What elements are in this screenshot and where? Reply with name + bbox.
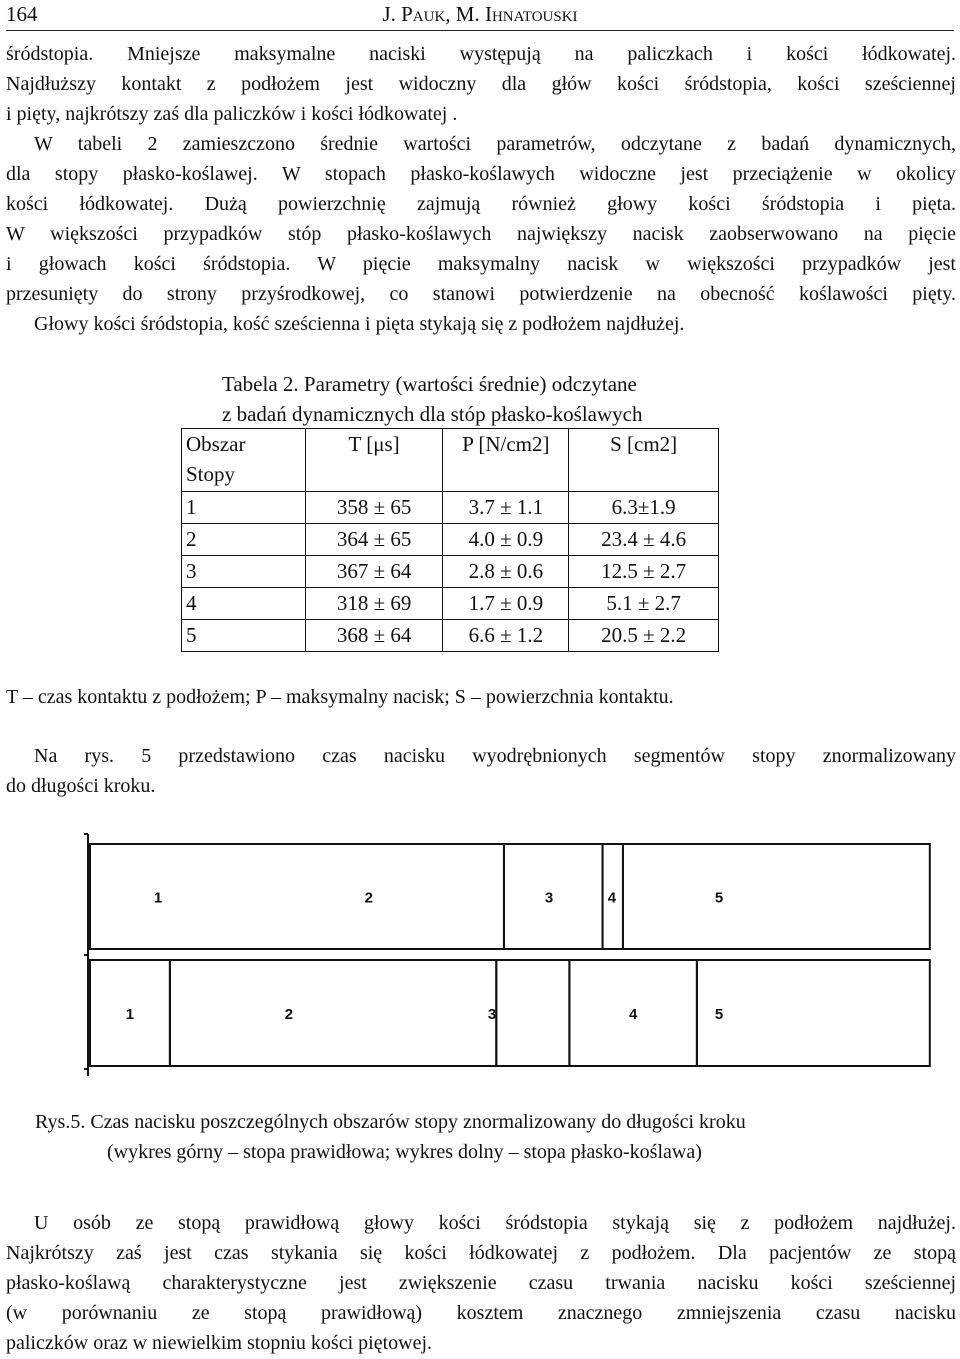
table-cell-t: 358 ± 65: [305, 492, 443, 524]
table-header-row: [182, 429, 719, 492]
table-legend-note: [6, 682, 956, 712]
running-title: J. Pauk, M. Ihnatouski: [382, 2, 578, 26]
paragraph-1-line: i głowach kości śródstopia. W pięcie maksymalny nacisk w większości przypadków jest: [6, 253, 956, 275]
table-caption-line: z badań dynamicznych dla stóp płasko-koślawych: [222, 402, 643, 426]
table-header-p: P [N/cm2]: [443, 429, 569, 492]
paragraph-1-line: Głowy kości śródstopia, kość sześcienna i pięta stykają się z podłożem najdłużej.: [34, 313, 685, 335]
segment-label-4: 4: [628, 1006, 638, 1023]
table-cell-s: 6.3±1.9: [569, 492, 719, 524]
table-cell-s: 5.1 ± 2.7: [569, 588, 719, 620]
table-cell-t: 368 ± 64: [305, 620, 443, 652]
segment-label-3: 3: [544, 889, 554, 907]
contact-time-chart: [80, 828, 960, 1080]
paragraph-1-line: kości łódkowatej. Dużą powierzchnię zajmują również głowy kości śródstopia i pięta.: [6, 193, 956, 215]
table-cell-t: 364 ± 65: [305, 524, 443, 556]
table-cell-area: 5: [182, 620, 306, 652]
table-caption-line: Tabela 2. Parametry (wartości średnie) odczytane: [222, 372, 637, 396]
table-cell-area: 2: [182, 524, 306, 556]
table-cell-area: 1: [182, 492, 306, 524]
table-cell-s: 12.5 ± 2.7: [569, 556, 719, 588]
paragraph-3-line: płasko-koślawą charakterystyczne jest zwiększenie czasu trwania nacisku kości sześciennej: [6, 1272, 956, 1294]
table-cell-area: 4: [182, 588, 306, 620]
segment-bar-2: [170, 960, 496, 1066]
segment-label-2: 2: [364, 889, 373, 907]
parameters-table: [181, 428, 719, 652]
table-cell-s: 20.5 ± 2.2: [569, 620, 719, 652]
contact-time-chart-svg: [80, 828, 960, 1080]
paragraph-2-line: do długości kroku.: [6, 775, 156, 797]
segment-label-2: 2: [284, 1006, 294, 1023]
table-cell-s: 23.4 ± 4.6: [569, 524, 719, 556]
segment-bar-5: [623, 844, 930, 949]
table-cell-p: 3.7 ± 1.1: [443, 492, 569, 524]
table-legend-note-line: T – czas kontaktu z podłożem; P – maksymalny nacisk; S – powierzchnia kontaktu.: [6, 686, 674, 708]
table-row: [182, 620, 719, 652]
table-cell-p: 2.8 ± 0.6: [443, 556, 569, 588]
segment-label-5: 5: [714, 1006, 724, 1023]
table-cell-p: 4.0 ± 0.9: [443, 524, 569, 556]
figure-caption-line: Rys.5. Czas nacisku poszczególnych obszarów stopy znormalizowany do długości kroku: [35, 1111, 746, 1133]
paragraph-1-line: przesunięty do strony przyśrodkowej, co stanowi potwierdzenie na obecność koślawości pięty.: [6, 283, 956, 305]
paragraph-2: [6, 741, 956, 801]
table-row: [182, 556, 719, 588]
figure-caption: [35, 1107, 746, 1167]
table-caption: [222, 369, 642, 429]
table-cell-t: 367 ± 64: [305, 556, 443, 588]
table-row: [182, 492, 719, 524]
paragraph-1-line: W większości przypadków stóp płasko-koślawych największy nacisk zaobserwowano na pięcie: [6, 223, 956, 245]
table-header-t: T [μs]: [305, 429, 443, 492]
segment-bar-3: [90, 844, 603, 949]
segment-bar-3: [496, 960, 569, 1066]
table-row: [182, 588, 719, 620]
figure-caption-line: (wykres górny – stopa prawidłowa; wykres dolny – stopa płasko-koślawa): [107, 1141, 702, 1163]
segment-label-1: 1: [153, 889, 163, 907]
segment-label-5: 5: [714, 889, 724, 907]
paragraph-1-line: dla stopy płasko-koślawej. W stopach płasko-koślawych widoczne jest przeciążenie w okolicy: [6, 163, 956, 185]
table-row: [182, 524, 719, 556]
segment-label-4: 4: [607, 889, 617, 907]
table-cell-p: 1.7 ± 0.9: [443, 588, 569, 620]
segment-bar-5: [697, 960, 930, 1066]
table-header-s: S [cm2]: [569, 429, 719, 492]
table-cell-t: 318 ± 69: [305, 588, 443, 620]
paragraph-1: [6, 39, 956, 339]
segment-bar-1: [90, 844, 504, 949]
segment-bar-2: [90, 844, 504, 949]
running-head: [6, 0, 954, 31]
paragraph-1-line: W tabeli 2 zamieszczono średnie wartości parametrów, odczytane z badań dynamicznych,: [34, 133, 956, 155]
segment-label-3: 3: [487, 1006, 497, 1023]
paragraph-3-line: U osób ze stopą prawidłową głowy kości śródstopia stykają się z podłożem najdłużej.: [34, 1212, 956, 1234]
paragraph-3: [6, 1208, 956, 1358]
table-cell-p: 6.6 ± 1.2: [443, 620, 569, 652]
paragraph-2-line: Na rys. 5 przedstawiono czas nacisku wyodrębnionych segmentów stopy znormalizowany: [34, 745, 956, 767]
paragraph-1-line: i pięty, najkrótszy zaś dla paliczków i kości łódkowatej .: [6, 103, 458, 125]
table-cell-area: 3: [182, 556, 306, 588]
paragraph-1-line: śródstopia. Mniejsze maksymalne naciski występują na paliczkach i kości łódkowatej.: [6, 43, 956, 65]
paragraph-3-line: (w porównaniu ze stopą prawidłową) kosztem znacznego zmniejszenia czasu nacisku: [6, 1302, 956, 1324]
page-number: 164: [6, 2, 38, 26]
paragraph-3-line: paliczków oraz w niewielkim stopniu kości piętowej.: [6, 1332, 433, 1354]
paragraph-1-line: Najdłuższy kontakt z podłożem jest widoczny dla głów kości śródstopia, kości sześciennej: [6, 73, 956, 95]
table-header-area: Obszar Stopy: [182, 429, 306, 492]
paragraph-3-line: Najkrótszy zaś jest czas stykania się kości łódkowatej z podłożem. Dla pacjentów ze stopą: [6, 1242, 956, 1264]
segment-label-1: 1: [125, 1006, 135, 1023]
